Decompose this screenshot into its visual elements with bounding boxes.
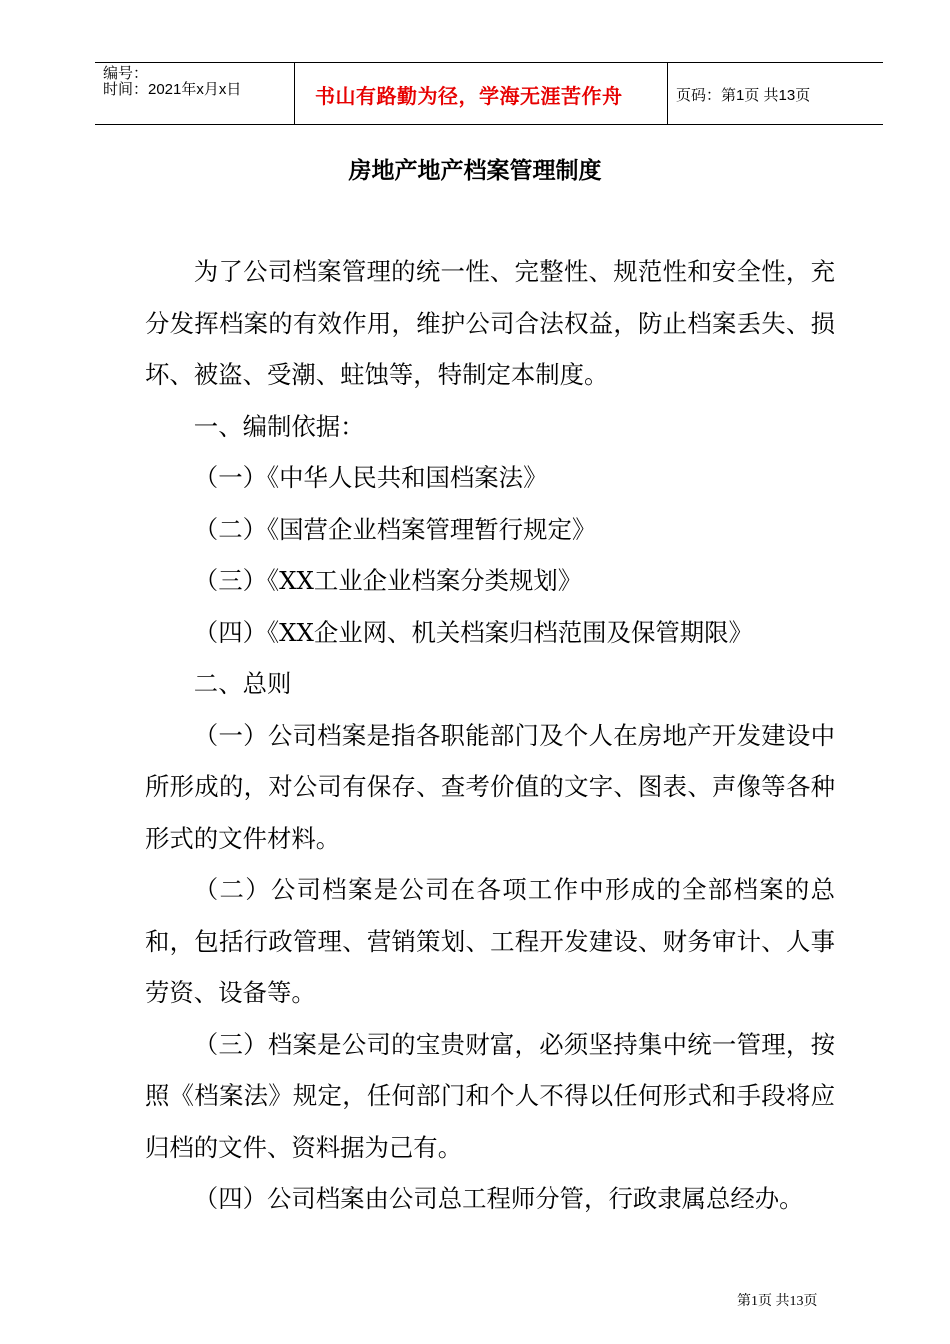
basis-item: （三）《XX工业企业档案分类规划》: [193, 566, 583, 595]
page-header: [95, 62, 883, 125]
section-heading-general: 二、总则: [193, 669, 292, 698]
header-page-cell: [668, 63, 883, 124]
document-time-label: 时间：2021年x月x日: [103, 81, 242, 98]
intro-paragraph: 为了公司档案管理的统一性、完整性、规范性和安全性，充分发挥档案的有效作用，维护公司合法权益，防止档案丢失、损坏、被盗、受潮、蛀蚀等，特制定本制度。: [145, 257, 835, 389]
general-clause: （一）公司档案是指各职能部门及个人在房地产开发建设中所形成的，对公司有保存、查考价值的文字、图表、声像等各种形式的文件材料。: [145, 720, 835, 853]
document-body: [145, 246, 835, 1225]
header-meta-cell: [95, 63, 295, 124]
basis-item: （四）《XX企业网、机关档案归档范围及保管期限》: [193, 617, 753, 647]
section-heading-basis: 一、编制依据：: [193, 411, 365, 441]
general-clause: （三）档案是公司的宝贵财富，必须坚持集中统一管理，按照《档案法》规定，任何部门和个人不得以任何形式和手段将应归档的文件、资料据为己有。: [145, 1029, 835, 1162]
document-code-label: 编号：: [103, 65, 149, 82]
page-footer: 第1页 共13页: [737, 1294, 818, 1309]
general-clause: （二）公司档案是公司在各项工作中形成的全部档案的总和，包括行政管理、营销策划、工程开发建设、财务审计、人事劳资、设备等。: [145, 875, 835, 1007]
document-title: 房地产地产档案管理制度: [348, 158, 602, 184]
header-motto: 书山有路勤为径，学海无涯苦作舟: [315, 84, 623, 108]
basis-item: （一）《中华人民共和国档案法》: [193, 463, 548, 492]
basis-item: （二）《国营企业档案管理暂行规定》: [193, 514, 597, 544]
general-clause: （四）公司档案由公司总工程师分管，行政隶属总经办。: [193, 1184, 804, 1213]
header-page-info: 页码：第1页 共13页: [676, 87, 811, 104]
header-motto-cell: [295, 63, 668, 124]
